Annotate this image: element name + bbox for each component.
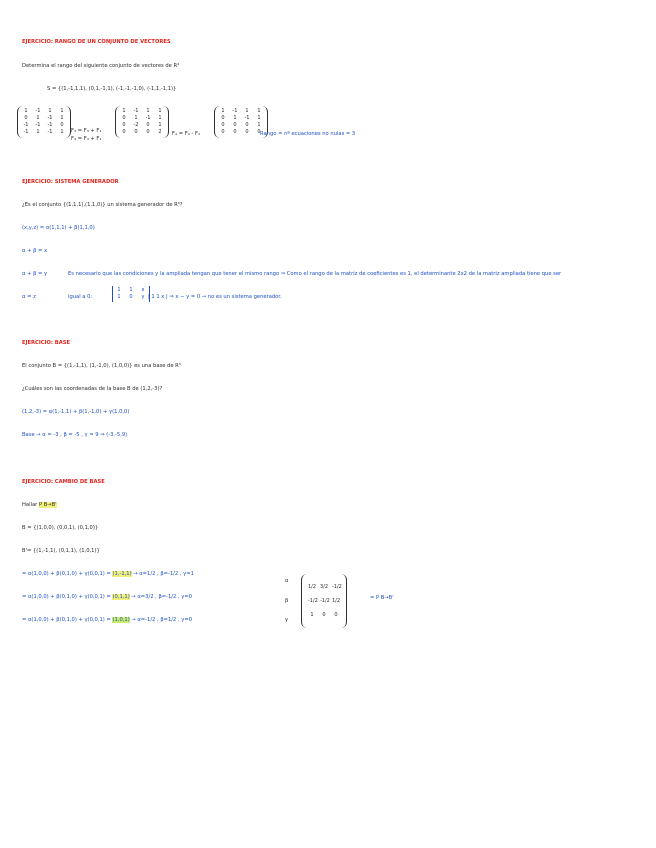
matrix-2: 1 -1 1 1 0 1 -1 1 0 -2 0 1 0 0 0 2 <box>115 106 169 138</box>
cambio-row-2: = α(1,0,0) + β(0,1,0) + γ(0,0,1) = (0,1,1) → α=3/2 , β=-1/2 , γ=0 <box>22 594 192 600</box>
cambio-row-1: = α(1,0,0) + β(0,1,0) + γ(0,0,1) = (1,-1,1) → α=1/2 , β=-1/2 , γ=1 <box>22 571 194 577</box>
basis-b: B = {(1,0,0), (0,0,1), (0,1,0)} <box>22 525 99 531</box>
generador-conclusion: | 1 1 x | ⇒ x − y = 0 → no es un sistema generador. <box>148 294 282 300</box>
greek-gamma: γ <box>285 617 289 623</box>
vector-set: S = {(1,-1,1,1), (0,1,-1,1), (-1,-1,-1,0), (-1,1,-1,1)} <box>47 86 177 92</box>
section-title-rango: EJERCICIO: RANGO DE UN CONJUNTO DE VECTORES <box>22 39 171 45</box>
cambio-row-3: = α(1,0,0) + β(0,1,0) + γ(0,0,1) = (1,0,1) → α=-1/2 , β=1/2 , γ=0 <box>22 617 192 623</box>
cambio-highlight-1: (1,-1,1) <box>112 571 132 577</box>
cambio-highlight-2: (0,1,1) <box>112 594 130 600</box>
matrix-3: 1 -1 1 1 0 1 -1 1 0 0 0 1 0 0 0 0 <box>214 106 268 138</box>
explanation-text: Es necesario que las condiciones y la ampliada tengan que tener el mismo rango ⇒ Como el rango de la matriz de coeficientes es 1, el determinante 2x2 de la matriz ampliada tiene que ser <box>68 271 562 277</box>
question-generador: ¿Es el conjunto {(1,1,1),(1,1,0)} un sistema generador de R³? <box>22 202 183 208</box>
row-op-3: F₄ = F₄ - F₃ <box>172 131 201 137</box>
determinant: 1 1 x 1 0 y <box>112 286 150 302</box>
base-line-4: Base → α = -3 , β = -5 , γ = 9 ⇒ (-3,-5,9) <box>22 432 128 438</box>
row-op-2: F₄ = F₄ + F₁ <box>71 136 102 142</box>
greek-beta: β <box>285 598 289 604</box>
greek-alpha: α <box>285 578 289 584</box>
row-op-1: F₃ = F₃ + F₁ <box>71 128 102 134</box>
system-line-2: α + β = y <box>22 271 48 277</box>
base-line-2: ¿Cuáles son las coordenadas de la base B de (1,2,-3)? <box>22 386 163 392</box>
explanation-text-2: igual a 0: <box>68 294 93 300</box>
section-title-cambio: EJERCICIO: CAMBIO DE BASE <box>22 479 105 485</box>
find-highlight: P B→B' <box>38 502 57 508</box>
basis-b-prime: B'= {(1,-1,1), (0,1,1), (1,0,1)} <box>22 548 100 554</box>
base-line-1: El conjunto B = {(1,-1,1), (1,-1,0), (1,0,0)} es una base de R³ <box>22 363 181 369</box>
base-line-3: (1,2,-3) = α(1,-1,1) + β(1,-1,0) + γ(1,0,0) <box>22 409 130 415</box>
matrix-label: = P B→B' <box>370 595 394 601</box>
eq-generador: (x,y,z) = α(1,1,1) + β(1,1,0) <box>22 225 95 231</box>
section-title-generador: EJERCICIO: SISTEMA GENERADOR <box>22 179 119 185</box>
cambio-highlight-3: (1,0,1) <box>112 617 130 623</box>
change-of-basis-matrix: 1/2 3/2 -1/2 -1/2 -1/2 1/2 1 0 0 <box>301 574 347 628</box>
system-line-1: α + β = x <box>22 248 48 254</box>
matrix-1: 1 -1 1 1 0 1 -1 1 -1 -1 -1 0 -1 1 -1 1 <box>17 106 71 138</box>
find-line: Hallar P B→B' <box>22 502 57 508</box>
section-title-base: EJERCICIO: BASE <box>22 340 71 346</box>
rango-result: Rango = nº ecuaciones no nulas = 3 <box>260 131 356 137</box>
statement-rango: Determina el rango del siguiente conjunto de vectores de R⁴ <box>22 63 180 69</box>
system-line-3: α = z <box>22 294 36 300</box>
